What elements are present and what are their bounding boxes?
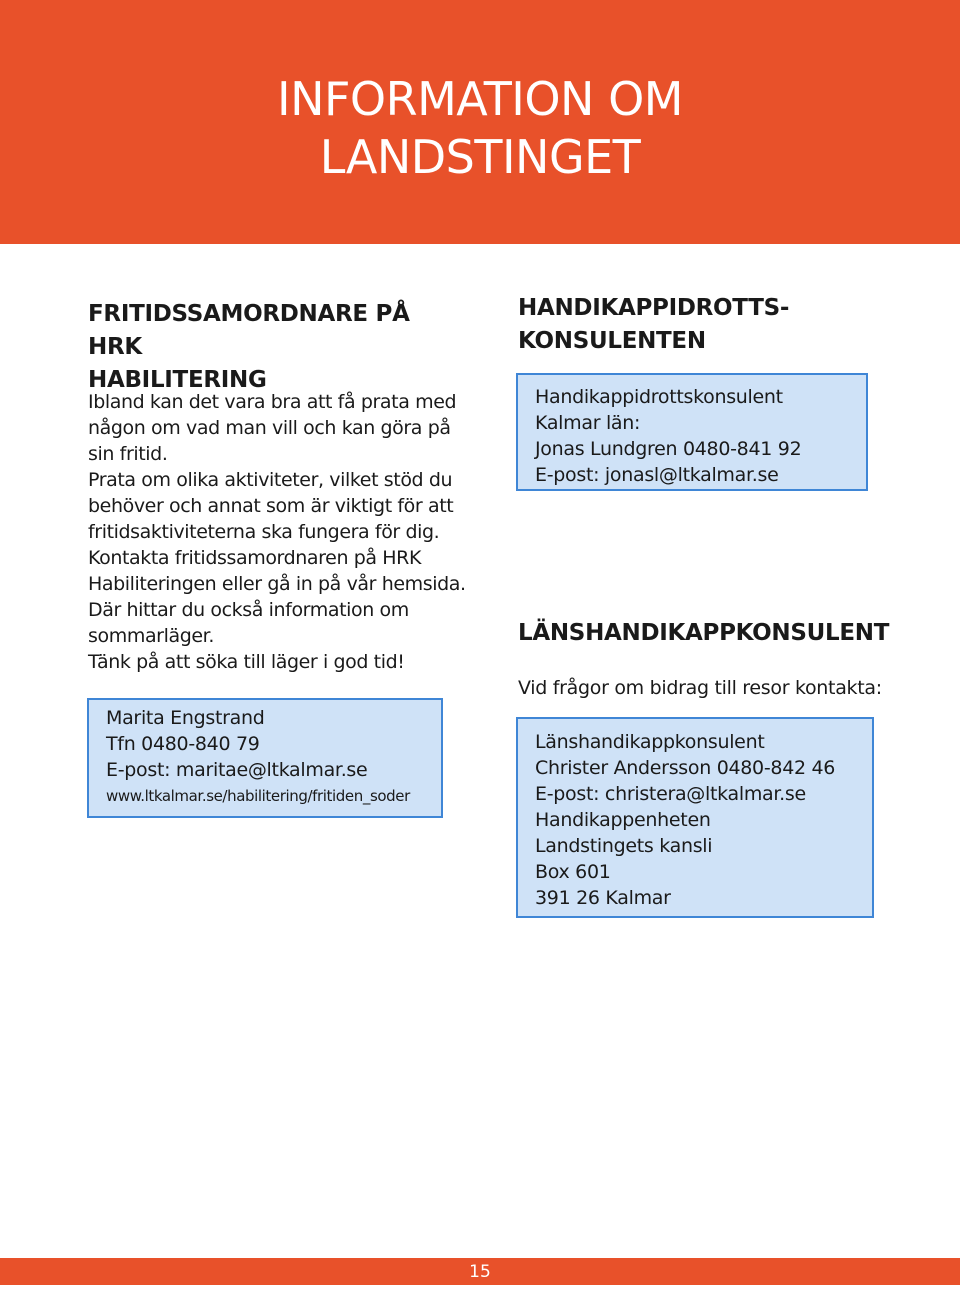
body-line: sin fritid. [88, 443, 168, 465]
body-line: Tänk på att söka till läger i god tid! [88, 651, 405, 673]
contact-url-link[interactable]: www.ltkalmar.se/habilitering/fritiden_soder [106, 787, 410, 805]
contact-line: 391 26 Kalmar [535, 887, 671, 909]
contact-email: E-post: maritae@ltkalmar.se [106, 759, 368, 781]
body-line: behöver och annat som är viktigt för att [88, 495, 454, 517]
contact-box-jonas [516, 373, 868, 491]
contact-line: Länshandikappkonsulent [535, 731, 765, 753]
page-header-banner [0, 0, 960, 244]
contact-line: Christer Andersson 0480-842 46 [535, 757, 836, 779]
contact-phone: Tfn 0480-840 79 [106, 733, 260, 755]
contact-line: Handikappidrottskonsulent [535, 386, 783, 408]
body-line: Kontakta fritidssamordnaren på HRK [88, 547, 422, 569]
contact-email: E-post: jonasl@ltkalmar.se [535, 464, 779, 486]
section-heading-handikappidrott: HANDIKAPPIDROTTS- KONSULENTEN [518, 295, 790, 354]
contact-name: Marita Engstrand [106, 707, 265, 729]
lanshandikapp-intro: Vid frågor om bidrag till resor kontakta: [518, 677, 882, 699]
contact-email: E-post: christera@ltkalmar.se [535, 783, 806, 805]
body-line: Habiliteringen eller gå in på vår hemsida. [88, 573, 466, 595]
contact-box-christer [516, 717, 874, 918]
body-line: Där hittar du också information om [88, 599, 409, 621]
body-line: sommarläger. [88, 625, 214, 647]
contact-line: Kalmar län: [535, 412, 641, 434]
page-title: INFORMATION OM LANDSTINGET [277, 72, 683, 184]
body-line: Prata om olika aktiviteter, vilket stöd du [88, 469, 453, 491]
contact-line: Handikappenheten [535, 809, 711, 831]
contact-line: Landstingets kansli [535, 835, 713, 857]
contact-box-marita [87, 698, 443, 818]
contact-line: Box 601 [535, 861, 611, 883]
contact-line: Jonas Lundgren 0480-841 92 [535, 438, 802, 460]
fritidssamordnare-body [88, 389, 468, 675]
page-footer-bar [0, 1258, 960, 1285]
section-heading-lanshandikapp: LÄNSHANDIKAPPKONSULENT [518, 620, 890, 646]
body-line: Ibland kan det vara bra att få prata med [88, 391, 457, 413]
body-line: fritidsaktiviteterna ska fungera för dig. [88, 521, 440, 543]
section-heading-fritidssamordnare: FRITIDSSAMORDNARE PÅ HRK HABILITERING [88, 301, 410, 393]
body-line: någon om vad man vill och kan göra på [88, 417, 451, 439]
page-number: 15 [469, 1262, 491, 1282]
